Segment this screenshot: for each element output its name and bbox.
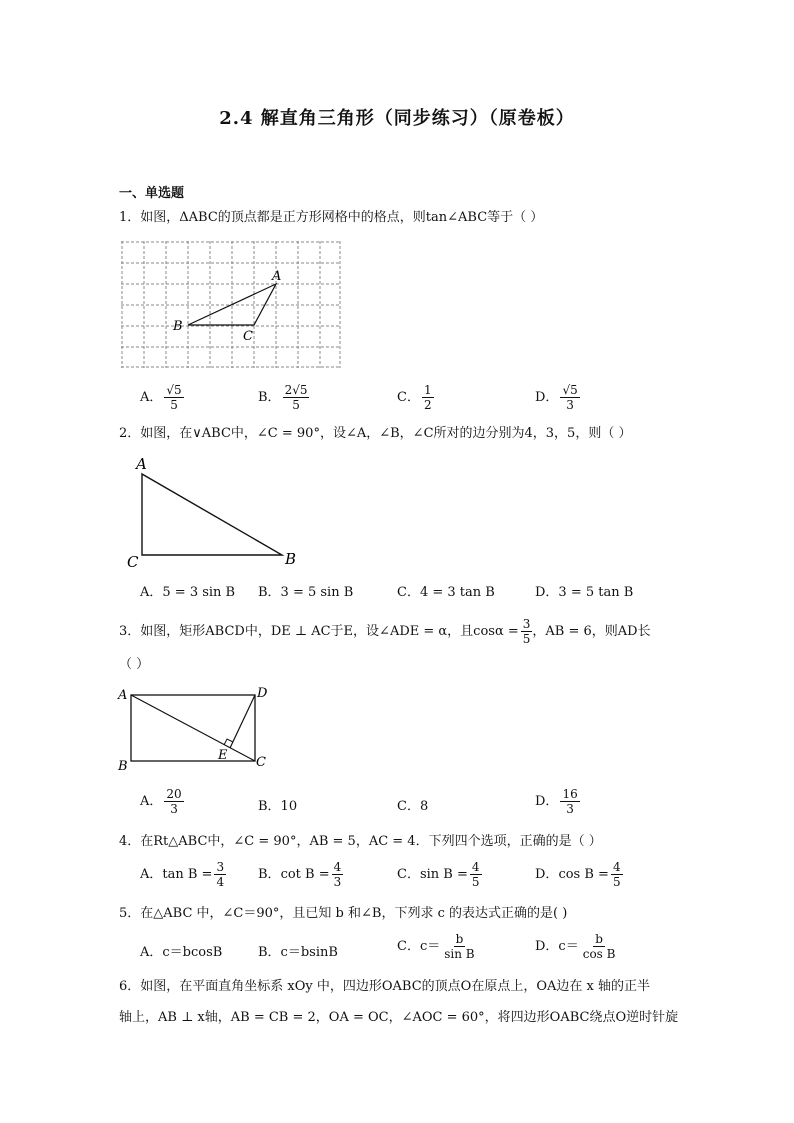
vertex-label-a: A: [272, 269, 282, 284]
page-title: 2.4 解直角三角形（同步练习）（原卷板）: [219, 108, 575, 129]
question-6-stem-line-1: 6．如图，在平面直角坐标系 xOy 中，四边形OABC的顶点O在原点上，OA边在 x 轴的正半: [119, 979, 650, 994]
q3-option-b[interactable]: B．10: [258, 799, 298, 814]
q2-option-b[interactable]: B．3 = 5 sin B: [258, 585, 354, 600]
question-1-stem: 1．如图，ΔABC的顶点都是正方形网格中的格点，则tan∠ABC等于（ ）: [119, 210, 544, 225]
q2-option-a[interactable]: A．5 = 3 sin B: [140, 585, 236, 600]
q5-option-a[interactable]: A．c＝bcosB: [140, 945, 223, 960]
q1-option-d[interactable]: D． $\frac{√5}{3}$: [535, 383, 578, 412]
vertex-label-b: B: [118, 759, 128, 774]
q5-option-c[interactable]: C．c＝ $\frac{b}{\text{sin B}}$: [397, 932, 475, 961]
q4-option-a[interactable]: A．tan B = $\frac{3}{4}$: [140, 860, 225, 889]
question-4-stem: 4．在Rt△ABC中，∠C = 90°，AB = 5，AC = 4．下列四个选项，正确的是（ ）: [119, 834, 602, 849]
q5-option-b[interactable]: B．c＝bsinB: [258, 945, 338, 960]
q4-option-c[interactable]: C．sin B = $\frac{4}{5}$: [397, 860, 480, 889]
section-heading: 一、单选题: [119, 186, 185, 201]
q3-option-a[interactable]: A． $\frac{20}{3}$: [140, 787, 182, 816]
vertex-label-e: E: [218, 748, 228, 763]
vertex-label-c: C: [127, 553, 139, 571]
vertex-label-b: B: [285, 550, 297, 568]
vertex-label-a: A: [118, 688, 128, 703]
vertex-label-c: C: [243, 329, 253, 344]
q1-option-b[interactable]: B． $\frac{2√5}{5}$: [258, 383, 308, 412]
vertex-label-a: A: [136, 455, 147, 473]
q2-option-d[interactable]: D．3 = 5 tan B: [535, 585, 634, 600]
vertex-label-c: C: [256, 755, 266, 770]
question-3-stem-bracket: （ ）: [119, 657, 150, 672]
q4-option-b[interactable]: B．cot B = $\frac{4}{3}$: [258, 860, 342, 889]
vertex-label-d: D: [257, 686, 268, 701]
q2-option-c[interactable]: C．4 = 3 tan B: [397, 585, 495, 600]
question-5-stem: 5．在△ABC 中，∠C＝90°，且已知 b 和∠B，下列求 c 的表达式正确的是( ): [119, 906, 568, 921]
vertex-label-b: B: [173, 319, 183, 334]
question-3-stem: 3．如图，矩形ABCD中，DE ⊥ AC于E，设∠ADE = α，且cosα = $\frac{3}{5}$ ，AB = 6，则AD长: [119, 617, 651, 646]
q1-option-a[interactable]: A． $\frac{√5}{5}$: [140, 383, 182, 412]
question-2-triangle-figure: [122, 452, 302, 572]
question-3-rectangle-figure: [115, 683, 275, 775]
q5-option-d[interactable]: D．c＝ $\frac{b}{\text{cos B}}$: [535, 932, 616, 961]
question-1-grid-figure: [121, 241, 342, 368]
q4-option-d[interactable]: D．cos B = $\frac{4}{5}$: [535, 860, 621, 889]
question-6-stem-line-2: 轴上，AB ⊥ x轴，AB = CB = 2，OA = OC，∠AOC = 60°，将四边形OABC绕点O逆时针旋: [119, 1010, 679, 1025]
q3-option-d[interactable]: D． $\frac{16}{3}$: [535, 787, 578, 816]
q1-option-c[interactable]: C． $\frac{1}{2}$: [397, 383, 432, 412]
question-2-stem: 2．如图，在∨ABC中，∠C = 90°，设∠A，∠B，∠C所对的边分别为4，3，5，则（ ）: [119, 426, 632, 441]
q3-option-c[interactable]: C．8: [397, 799, 429, 814]
